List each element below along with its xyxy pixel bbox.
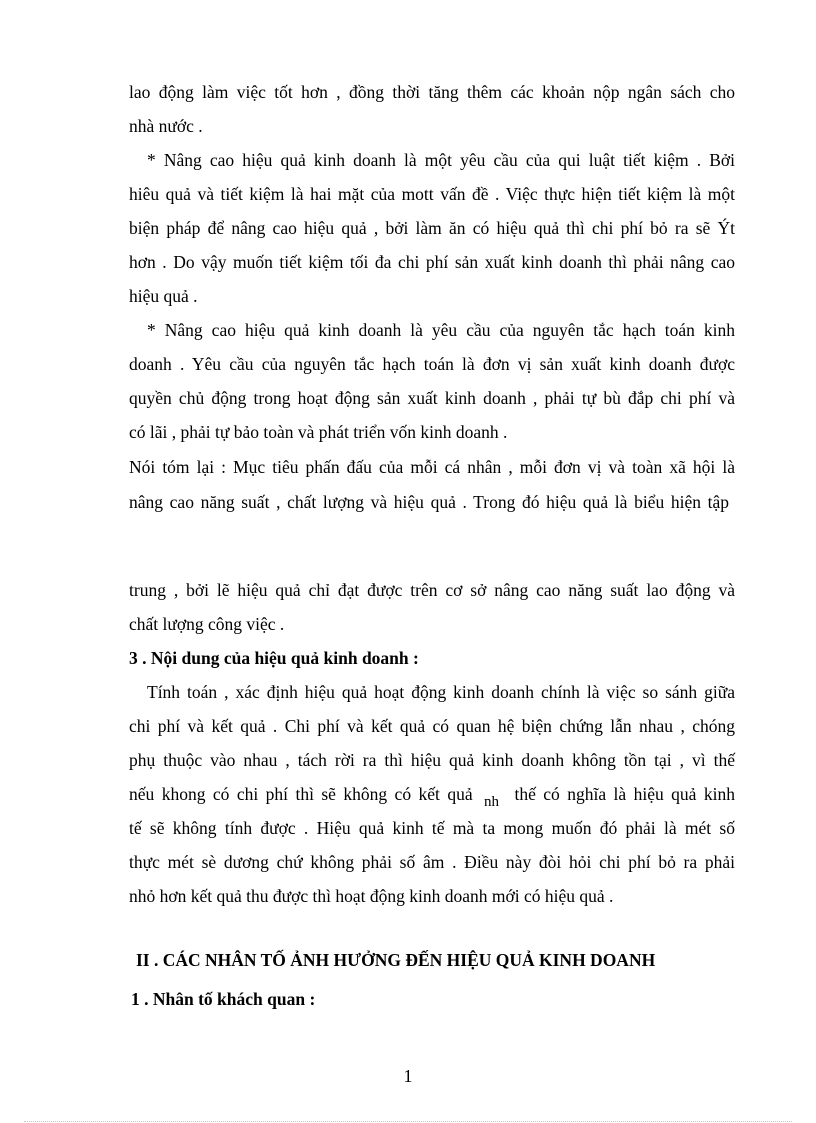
page-number: 1 [403, 1066, 413, 1086]
paragraph-line: nhỏ hơn kết quả thu được thì hoạt động kinh doanh mới có hiệu quả . [129, 886, 614, 906]
paragraph-line: chất lượng công việc . [129, 614, 285, 634]
paragraph-line: phụ thuộc vào nhau , tách rời ra thì hiệu quả kinh doanh không tồn tại , vì thế [129, 750, 735, 770]
paragraph-line: doanh . Yêu cầu của nguyên tắc hạch toán là đơn vị sản xuất kinh doanh được [129, 354, 735, 374]
paragraph-line: hiệu quả . [129, 286, 198, 306]
paragraph-line: * Nâng cao hiệu quả kinh doanh là yêu cầu của nguyên tắc hạch toán kinh [147, 320, 735, 340]
paragraph-line: trung , bởi lẽ hiệu quả chỉ đạt được trên cơ sở nâng cao năng suất lao động và [129, 580, 735, 600]
text-fragment: nếu khong có chi phí thì sẽ không có kết quả [129, 784, 473, 804]
paragraph-line: * Nâng cao hiệu quả kinh doanh là một yêu cầu của qui luật tiết kiệm . Bởi [147, 150, 735, 170]
paragraph-line-with-subscript [129, 782, 735, 808]
page-bottom-rule [24, 1121, 792, 1122]
paragraph-line: có lãi , phải tự bảo toàn và phát triển vốn kinh doanh . [129, 422, 508, 442]
paragraph-line: Nói tóm lại : Mục tiêu phấn đấu của mỗi cá nhân , mỗi đơn vị và toàn xã hội là [129, 457, 735, 477]
paragraph-line: Tính toán , xác định hiệu quả hoạt động kinh doanh chính là việc so sánh giữa [147, 682, 735, 702]
subsection-heading: 1 . Nhân tố khách quan : [131, 989, 316, 1009]
paragraph-line: chi phí và kết quả . Chi phí và kết quả có quan hệ biện chứng lẫn nhau , chóng [129, 716, 735, 736]
paragraph-line: nhà nước . [129, 116, 203, 136]
section-heading: 3 . Nội dung của hiệu quả kinh doanh : [129, 648, 419, 668]
text-fragment: thế có nghĩa là hiệu quả kinh [514, 784, 735, 804]
paragraph-line: thực mét sè dương chứ không phải số âm . Điều này đòi hỏi chi phí bỏ ra phải [129, 852, 735, 872]
paragraph-line: biện pháp để nâng cao hiệu quả , bởi làm ăn có hiệu quả thì chi phí bỏ ra sẽ Ýt [129, 218, 735, 238]
paragraph-line: quyền chủ động trong hoạt động sản xuất kinh doanh , phải tự bù đắp chi phí và [129, 388, 735, 408]
subscript-text: nh [484, 794, 500, 810]
paragraph-line: lao động làm việc tốt hơn , đồng thời tăng thêm các khoản nộp ngân sách cho [129, 82, 735, 102]
paragraph-line: hiêu quả và tiết kiệm là hai mặt của mott vấn đề . Việc thực hiện tiết kiệm là một [129, 184, 735, 204]
paragraph-line: tế sẽ không tính được . Hiệu quả kinh tế mà ta mong muốn đó phải là mét số [129, 818, 735, 838]
paragraph-line: hơn . Do vậy muốn tiết kiệm tối đa chi phí sản xuất kinh doanh thì phải nâng cao [129, 252, 735, 272]
chapter-heading: II . CÁC NHÂN TỐ ẢNH HƯỞNG ĐẾN HIỆU QUẢ KINH DOANH [136, 950, 656, 970]
paragraph-line: nâng cao năng suất , chất lượng và hiệu quả . Trong đó hiệu quả là biểu hiện tập [129, 492, 729, 512]
